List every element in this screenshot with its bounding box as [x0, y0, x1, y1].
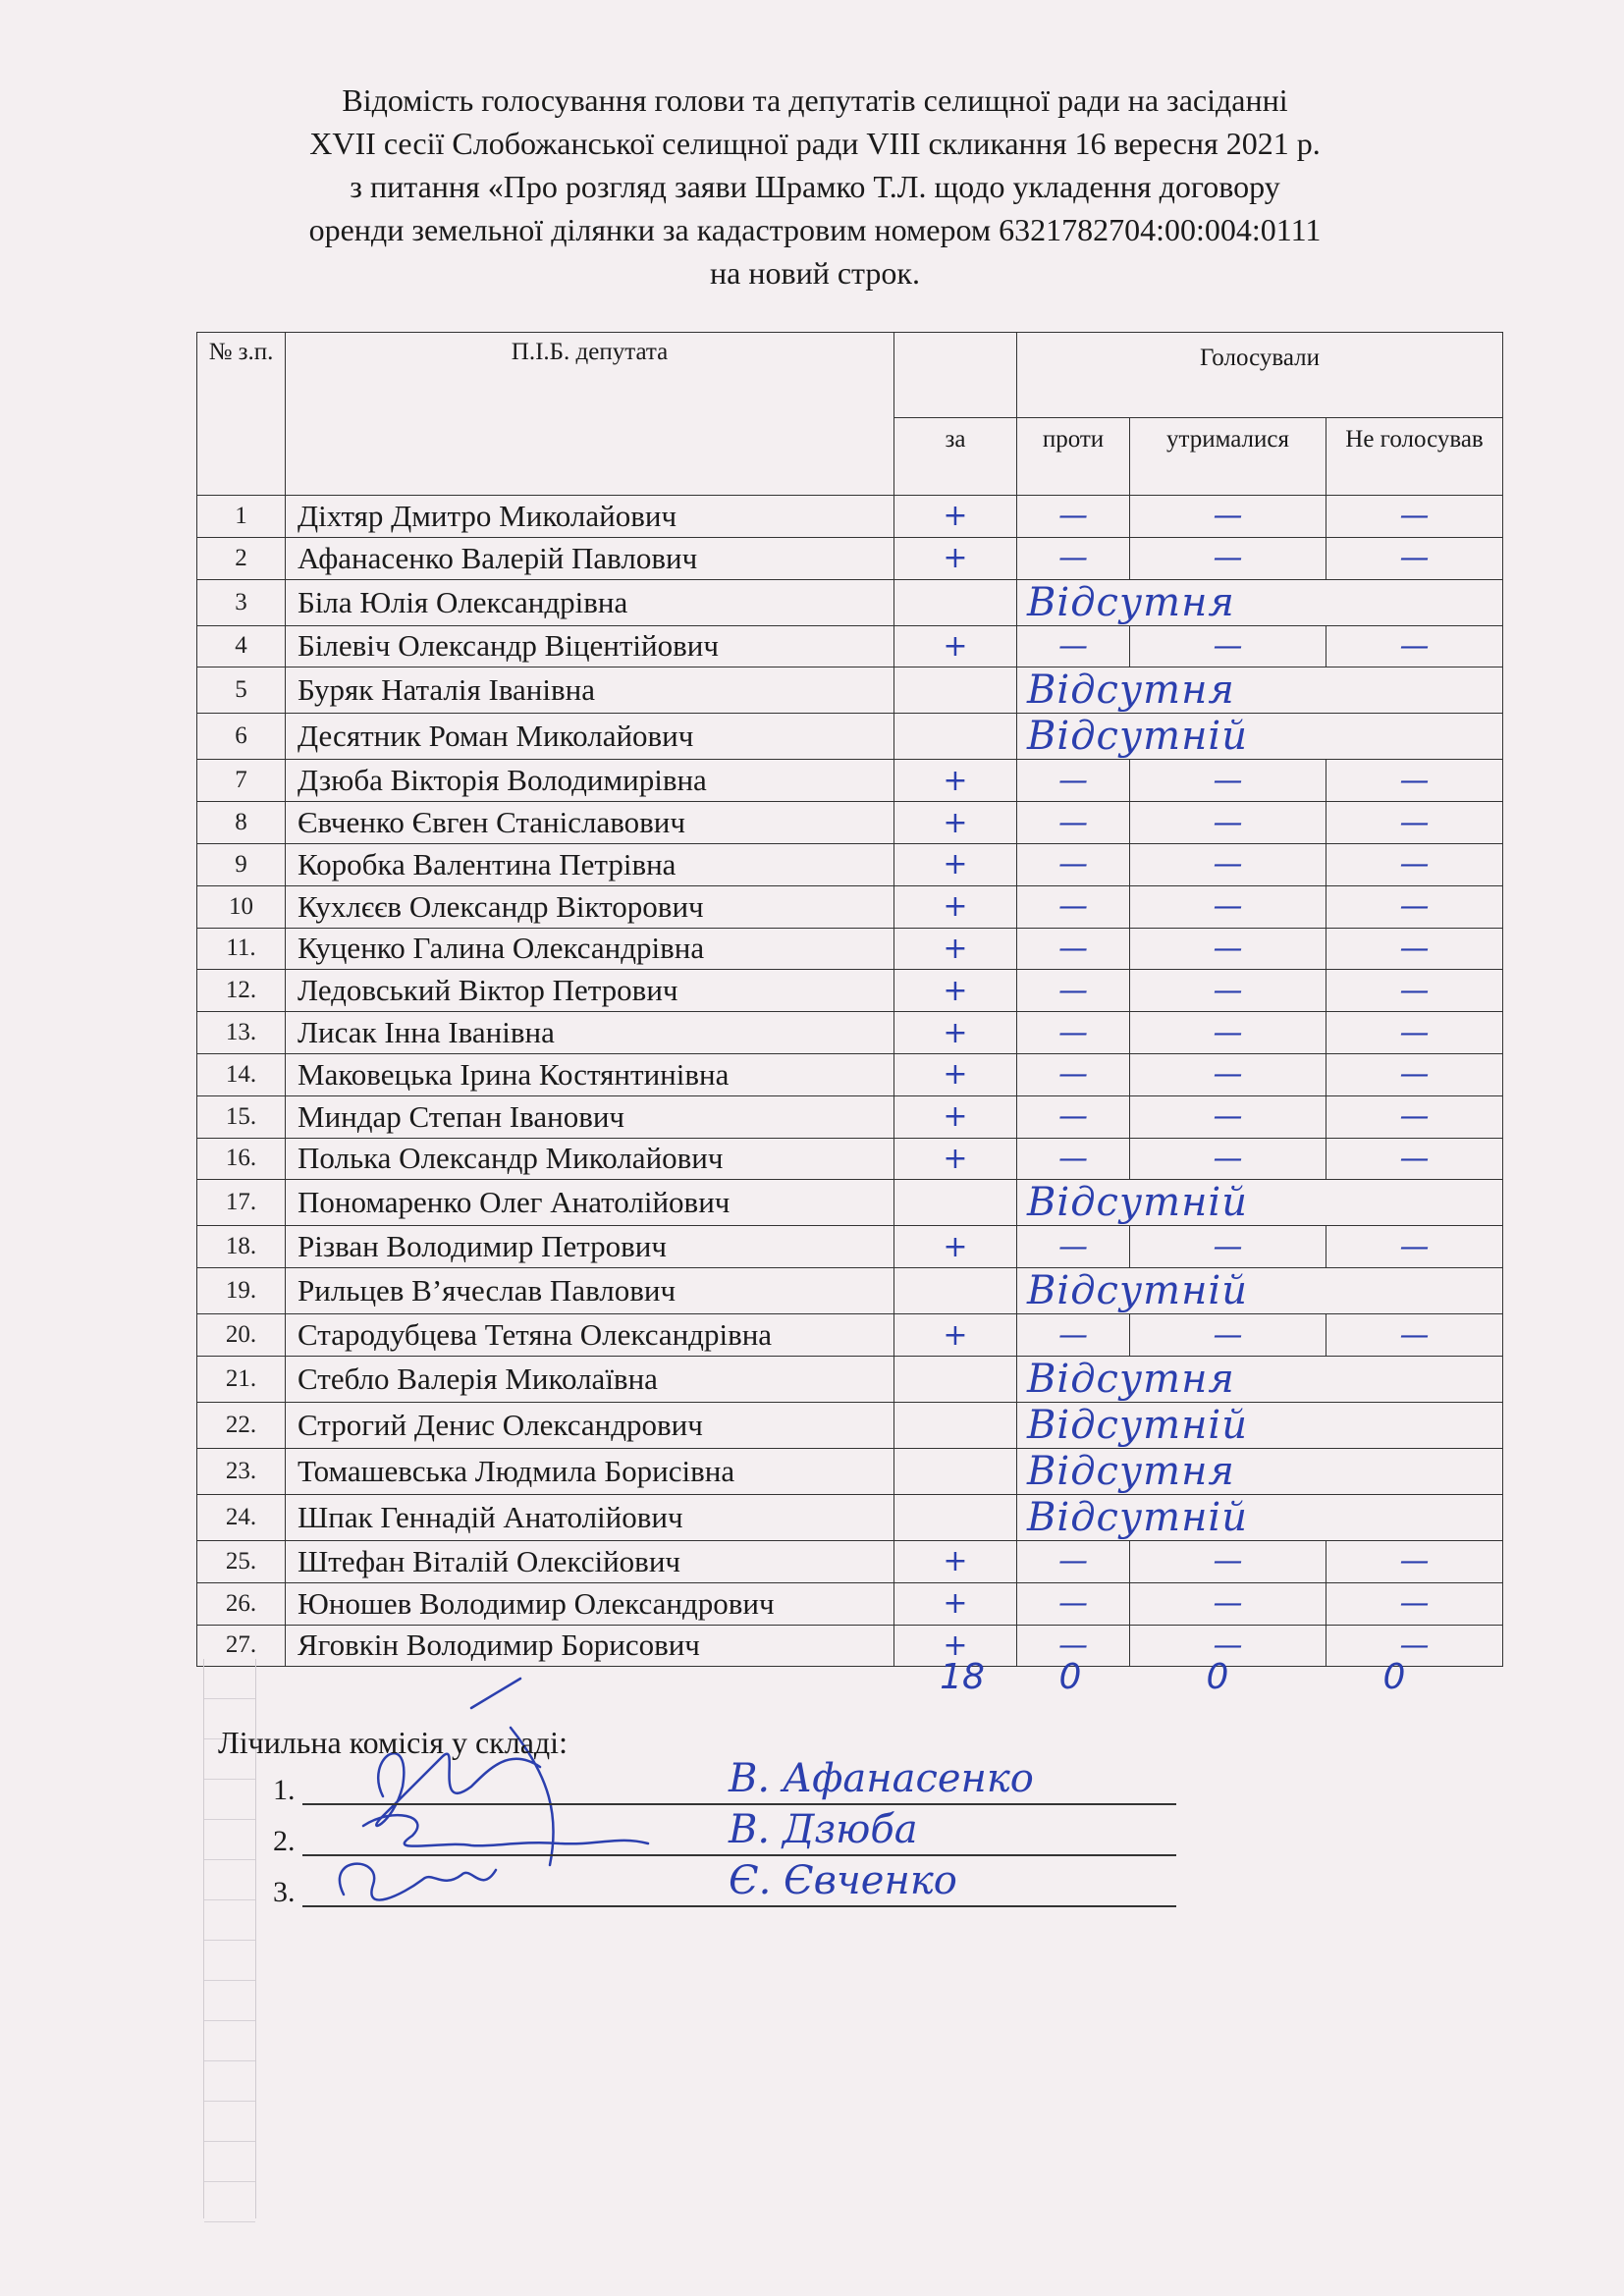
- faint-cell: [204, 2102, 255, 2142]
- table-row: [197, 625, 1503, 667]
- vote-against-mark: —: [1017, 760, 1130, 802]
- vote-not-voted-mark: —: [1326, 1625, 1503, 1667]
- vote-for-mark: +: [894, 496, 1017, 538]
- row-number: 13.: [197, 1012, 286, 1054]
- row-number: 2: [197, 537, 286, 579]
- total-for: 18: [940, 1657, 985, 1697]
- table-row: [197, 1314, 1503, 1357]
- table-row: [197, 496, 1503, 538]
- vote-abstained-mark: —: [1130, 970, 1326, 1012]
- vote-for-mark: [894, 1180, 1017, 1226]
- vote-not-voted-mark: —: [1326, 843, 1503, 885]
- deputy-name: Строгий Денис Олександрович: [286, 1402, 894, 1448]
- vote-against-mark: —: [1017, 1226, 1130, 1268]
- deputy-name: Пономаренко Олег Анатолійович: [286, 1180, 894, 1226]
- absent-note: Відсутня: [1017, 667, 1503, 714]
- absent-note: Відсутній: [1017, 1402, 1503, 1448]
- vote-not-voted-mark: —: [1326, 1582, 1503, 1625]
- row-number: 6: [197, 714, 286, 760]
- deputy-name: Коробка Валентина Петрівна: [286, 843, 894, 885]
- table-row: [197, 1095, 1503, 1138]
- deputy-name: Лисак Інна Іванівна: [286, 1012, 894, 1054]
- title-line: оренди земельної ділянки за кадастровим номером 6321782704:00:004:0111: [308, 212, 1322, 247]
- vote-abstained-mark: —: [1130, 1138, 1326, 1180]
- table-row: [197, 1540, 1503, 1582]
- row-number: 5: [197, 667, 286, 714]
- vote-not-voted-mark: —: [1326, 1012, 1503, 1054]
- vote-for-mark: [894, 579, 1017, 625]
- row-number: 14.: [197, 1053, 286, 1095]
- deputy-name: Десятник Роман Миколайович: [286, 714, 894, 760]
- vote-not-voted-mark: —: [1326, 928, 1503, 970]
- row-number: 3: [197, 579, 286, 625]
- table-row: [197, 579, 1503, 625]
- row-number: 7: [197, 760, 286, 802]
- table-row: [197, 802, 1503, 844]
- row-number: 8: [197, 802, 286, 844]
- vote-for-mark: +: [894, 928, 1017, 970]
- document-title: [177, 79, 1453, 294]
- deputy-name: Біла Юлія Олександрівна: [286, 579, 894, 625]
- vote-against-mark: —: [1017, 885, 1130, 928]
- total-not-voted: 0: [1382, 1657, 1406, 1697]
- table-row: [197, 667, 1503, 714]
- absent-note: Відсутня: [1017, 579, 1503, 625]
- vote-for-mark: [894, 1494, 1017, 1540]
- row-number: 20.: [197, 1314, 286, 1357]
- vote-for-mark: [894, 1402, 1017, 1448]
- row-number: 15.: [197, 1095, 286, 1138]
- vote-against-mark: —: [1017, 802, 1130, 844]
- table-row: [197, 885, 1503, 928]
- vote-not-voted-mark: —: [1326, 1053, 1503, 1095]
- absent-note: Відсутня: [1017, 1448, 1503, 1494]
- vote-against-mark: —: [1017, 1053, 1130, 1095]
- voting-table: [196, 332, 1503, 1667]
- deputy-name: Євченко Євген Станіславович: [286, 802, 894, 844]
- commission-member: [218, 1756, 1180, 1813]
- deputy-name: Маковецька Ірина Костянтинівна: [286, 1053, 894, 1095]
- table-row: [197, 1226, 1503, 1268]
- vote-against-mark: —: [1017, 843, 1130, 885]
- commission-member: [218, 1858, 1180, 1915]
- vote-not-voted-mark: —: [1326, 970, 1503, 1012]
- vote-abstained-mark: —: [1130, 625, 1326, 667]
- vote-against-mark: —: [1017, 1314, 1130, 1357]
- vote-abstained-mark: —: [1130, 928, 1326, 970]
- vote-for-mark: +: [894, 1582, 1017, 1625]
- vote-not-voted-mark: —: [1326, 1095, 1503, 1138]
- header-abstained: утрималися: [1130, 418, 1326, 496]
- total-against: 0: [1058, 1657, 1082, 1697]
- header-voted: Голосували: [1017, 333, 1503, 418]
- deputy-name: Томашевська Людмила Борисівна: [286, 1448, 894, 1494]
- title-line: на новий строк.: [710, 255, 920, 291]
- vote-abstained-mark: —: [1130, 843, 1326, 885]
- vote-against-mark: —: [1017, 1138, 1130, 1180]
- header-against: проти: [1017, 418, 1130, 496]
- vote-for-mark: +: [894, 1314, 1017, 1357]
- vote-abstained-mark: —: [1130, 1540, 1326, 1582]
- vote-for-mark: [894, 667, 1017, 714]
- table-row: [197, 928, 1503, 970]
- vote-for-mark: +: [894, 1053, 1017, 1095]
- member-number: 1.: [273, 1774, 296, 1806]
- row-number: 17.: [197, 1180, 286, 1226]
- row-number: 24.: [197, 1494, 286, 1540]
- faint-cell: [204, 2142, 255, 2182]
- vote-against-mark: —: [1017, 970, 1130, 1012]
- counting-commission: [218, 1723, 1180, 1915]
- vote-not-voted-mark: —: [1326, 1226, 1503, 1268]
- absent-note: Відсутній: [1017, 714, 1503, 760]
- vote-abstained-mark: —: [1130, 802, 1326, 844]
- header-for: за: [894, 418, 1017, 496]
- commission-title: Лічильна комісія у складі:: [218, 1725, 568, 1760]
- deputy-name: Буряк Наталія Іванівна: [286, 667, 894, 714]
- header-name: П.І.Б. депутата: [286, 333, 894, 496]
- title-line: з питання «Про розгляд заяви Шрамко Т.Л. щодо укладення договору: [350, 169, 1280, 204]
- table-row: [197, 760, 1503, 802]
- deputy-name: Яговкін Володимир Борисович: [286, 1625, 894, 1667]
- vote-for-mark: [894, 1268, 1017, 1314]
- vote-for-mark: +: [894, 970, 1017, 1012]
- member-name: В. Дзюба: [729, 1807, 918, 1852]
- vote-against-mark: —: [1017, 1625, 1130, 1667]
- totals-row: [0, 1657, 1624, 1702]
- vote-for-mark: +: [894, 1012, 1017, 1054]
- title-line: Відомість голосування голови та депутатів селищної ради на засіданні: [342, 82, 1288, 118]
- vote-for-mark: +: [894, 1138, 1017, 1180]
- vote-against-mark: —: [1017, 1095, 1130, 1138]
- vote-for-mark: +: [894, 1226, 1017, 1268]
- member-number: 3.: [273, 1876, 296, 1908]
- signature-line: [302, 1854, 1176, 1856]
- vote-not-voted-mark: —: [1326, 1314, 1503, 1357]
- table-row: [197, 714, 1503, 760]
- table-row: [197, 1356, 1503, 1402]
- deputy-name: Куценко Галина Олександрівна: [286, 928, 894, 970]
- vote-abstained-mark: —: [1130, 1625, 1326, 1667]
- signature-line: [302, 1905, 1176, 1907]
- deputy-name: Рильцев В’ячеслав Павлович: [286, 1268, 894, 1314]
- absent-note: Відсутня: [1017, 1356, 1503, 1402]
- faint-cell: [204, 2061, 255, 2102]
- row-number: 21.: [197, 1356, 286, 1402]
- row-number: 23.: [197, 1448, 286, 1494]
- deputy-name: Юношев Володимир Олександрович: [286, 1582, 894, 1625]
- table-row: [197, 1180, 1503, 1226]
- vote-for-mark: +: [894, 1625, 1017, 1667]
- faint-cell: [204, 2021, 255, 2061]
- row-number: 27.: [197, 1625, 286, 1667]
- vote-for-mark: +: [894, 1095, 1017, 1138]
- deputy-name: Ледовський Віктор Петрович: [286, 970, 894, 1012]
- table-row: [197, 1012, 1503, 1054]
- table-row: [197, 1053, 1503, 1095]
- vote-against-mark: —: [1017, 1012, 1130, 1054]
- vote-not-voted-mark: —: [1326, 625, 1503, 667]
- vote-for-mark: +: [894, 537, 1017, 579]
- row-number: 26.: [197, 1582, 286, 1625]
- faint-cell: [204, 1981, 255, 2021]
- table-row: [197, 1138, 1503, 1180]
- row-number: 18.: [197, 1226, 286, 1268]
- vote-not-voted-mark: —: [1326, 1138, 1503, 1180]
- header-blank: [894, 333, 1017, 418]
- deputy-name: Стародубцева Тетяна Олександрівна: [286, 1314, 894, 1357]
- table-row: [197, 1268, 1503, 1314]
- table-row: [197, 843, 1503, 885]
- faint-cell: [204, 2182, 255, 2222]
- row-number: 9: [197, 843, 286, 885]
- deputy-name: Шпак Геннадій Анатолійович: [286, 1494, 894, 1540]
- row-number: 11.: [197, 928, 286, 970]
- absent-note: Відсутній: [1017, 1180, 1503, 1226]
- vote-not-voted-mark: —: [1326, 802, 1503, 844]
- member-number: 2.: [273, 1825, 296, 1857]
- commission-member: [218, 1807, 1180, 1864]
- table-row: [197, 1448, 1503, 1494]
- vote-abstained-mark: —: [1130, 1314, 1326, 1357]
- deputy-name: Стебло Валерія Миколаївна: [286, 1356, 894, 1402]
- vote-abstained-mark: —: [1130, 1226, 1326, 1268]
- deputy-name: Білевіч Олександр Віцентійович: [286, 625, 894, 667]
- vote-against-mark: —: [1017, 1540, 1130, 1582]
- vote-abstained-mark: —: [1130, 1053, 1326, 1095]
- vote-not-voted-mark: —: [1326, 1540, 1503, 1582]
- vote-for-mark: +: [894, 802, 1017, 844]
- table-row: [197, 1402, 1503, 1448]
- deputy-name: Штефан Віталій Олексійович: [286, 1540, 894, 1582]
- vote-for-mark: [894, 714, 1017, 760]
- table-row: [197, 970, 1503, 1012]
- absent-note: Відсутній: [1017, 1494, 1503, 1540]
- total-abstained: 0: [1206, 1657, 1229, 1697]
- vote-abstained-mark: —: [1130, 1582, 1326, 1625]
- deputy-name: Різван Володимир Петрович: [286, 1226, 894, 1268]
- header-not-voted: Не голосував: [1326, 418, 1503, 496]
- vote-against-mark: —: [1017, 496, 1130, 538]
- row-number: 10: [197, 885, 286, 928]
- title-line: XVII сесії Слобожанської селищної ради VIII скликання 16 вересня 2021 р.: [309, 126, 1321, 161]
- vote-abstained-mark: —: [1130, 1012, 1326, 1054]
- member-name: В. Афанасенко: [729, 1756, 1034, 1801]
- row-number: 22.: [197, 1402, 286, 1448]
- row-number: 25.: [197, 1540, 286, 1582]
- deputy-name: Дзюба Вікторія Володимирівна: [286, 760, 894, 802]
- row-number: 1: [197, 496, 286, 538]
- table-row: [197, 537, 1503, 579]
- vote-abstained-mark: —: [1130, 496, 1326, 538]
- deputy-name: Діхтяр Дмитро Миколайович: [286, 496, 894, 538]
- vote-abstained-mark: —: [1130, 760, 1326, 802]
- table-row: [197, 1494, 1503, 1540]
- member-name: Є. Євченко: [729, 1858, 957, 1903]
- row-number: 4: [197, 625, 286, 667]
- deputy-name: Миндар Степан Іванович: [286, 1095, 894, 1138]
- vote-for-mark: [894, 1356, 1017, 1402]
- vote-against-mark: —: [1017, 537, 1130, 579]
- vote-not-voted-mark: —: [1326, 537, 1503, 579]
- vote-for-mark: +: [894, 760, 1017, 802]
- signature-line: [302, 1803, 1176, 1805]
- vote-for-mark: +: [894, 843, 1017, 885]
- vote-for-mark: +: [894, 885, 1017, 928]
- deputy-name: Кухлєєв Олександр Вікторович: [286, 885, 894, 928]
- row-number: 19.: [197, 1268, 286, 1314]
- absent-note: Відсутній: [1017, 1268, 1503, 1314]
- row-number: 16.: [197, 1138, 286, 1180]
- vote-abstained-mark: —: [1130, 1095, 1326, 1138]
- table-row: [197, 1582, 1503, 1625]
- vote-for-mark: [894, 1448, 1017, 1494]
- deputy-name: Полька Олександр Миколайович: [286, 1138, 894, 1180]
- vote-against-mark: —: [1017, 1582, 1130, 1625]
- header-number: № з.п.: [197, 333, 286, 496]
- vote-against-mark: —: [1017, 625, 1130, 667]
- vote-abstained-mark: —: [1130, 885, 1326, 928]
- vote-abstained-mark: —: [1130, 537, 1326, 579]
- vote-for-mark: +: [894, 625, 1017, 667]
- row-number: 12.: [197, 970, 286, 1012]
- vote-not-voted-mark: —: [1326, 885, 1503, 928]
- vote-not-voted-mark: —: [1326, 760, 1503, 802]
- deputy-name: Афанасенко Валерій Павлович: [286, 537, 894, 579]
- vote-for-mark: +: [894, 1540, 1017, 1582]
- vote-against-mark: —: [1017, 928, 1130, 970]
- faint-cell: [204, 1941, 255, 1981]
- vote-not-voted-mark: —: [1326, 496, 1503, 538]
